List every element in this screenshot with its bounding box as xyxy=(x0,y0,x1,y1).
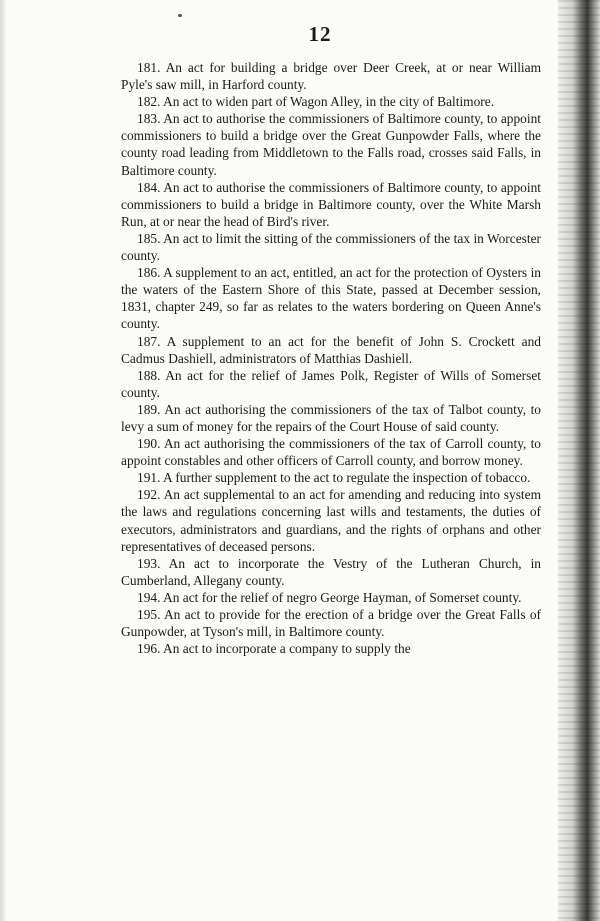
act-entry: 191. A further supplement to the act to regulate the inspection of tobacco. xyxy=(137,470,531,486)
act-entry: 195. An act to provide for the erection of a bridge over the Great Falls of Gunpowder, at Tyson's mill, in Baltimore county. xyxy=(121,607,541,640)
act-entry: 193. An act to incorporate the Vestry of the Lutheran Church, in Cumberland, Allegany county. xyxy=(121,555,541,588)
page-number: 12 xyxy=(308,22,332,46)
act-entry: 184. An act to authorise the commissioners of Baltimore county, to appoint commissioners to build a bridge in Baltimore county, over the White Marsh Run, at or near the head of Bird's river. xyxy=(121,179,541,229)
page-edge xyxy=(0,0,6,921)
act-entry: 185. An act to limit the sitting of the commissioners of the tax in Worcester county. xyxy=(121,230,541,264)
act-entry: 182. An act to widen part of Wagon Alley, in the city of Baltimore. xyxy=(137,94,495,110)
act-entry: 186. A supplement to an act, entitled, an act for the protection of Oysters in the waters of the Eastern Shore of this State, passed at December session, 1831, chapter 249, so far as relates to the waters bordering on Queen Anne's county. xyxy=(121,265,541,332)
ink-speck xyxy=(178,14,182,17)
act-entry: 187. A supplement to an act for the benefit of John S. Crockett and Cadmus Dashiell, administrators of Matthias Dashiell. xyxy=(121,333,541,366)
acts-list xyxy=(121,59,541,657)
book-binding xyxy=(558,0,600,921)
act-entry: 181. An act for building a bridge over Deer Creek, at or near William Pyle's saw mill, in Harford county. xyxy=(121,60,541,93)
act-entry: 192. An act supplemental to an act for amending and reducing into system the laws and regulations concerning last wills and testaments, the duties of executors, administrators and guardians, and the rights of orphans and other representatives of deceased persons. xyxy=(121,487,541,554)
act-entry: 194. An act for the relief of negro George Hayman, of Somerset county. xyxy=(137,589,522,605)
act-entry: 188. An act for the relief of James Polk, Register of Wills of Somerset county. xyxy=(121,367,541,400)
act-entry: 196. An act to incorporate a company to supply the xyxy=(137,641,411,657)
act-entry: 183. An act to authorise the commissioners of Baltimore county, to appoint commissioners to build a bridge over the Great Gunpowder Falls, where the county road leading from Middletown to the Falls road, crosses said Falls, in Baltimore county. xyxy=(121,111,541,178)
act-entry: 189. An act authorising the commissioners of the tax of Talbot county, to levy a sum of money for the repairs of the Court House of said county. xyxy=(121,401,541,434)
act-entry: 190. An act authorising the commissioners of the tax of Carroll county, to appoint constables and other officers of Carroll county, and borrow money. xyxy=(121,436,541,469)
